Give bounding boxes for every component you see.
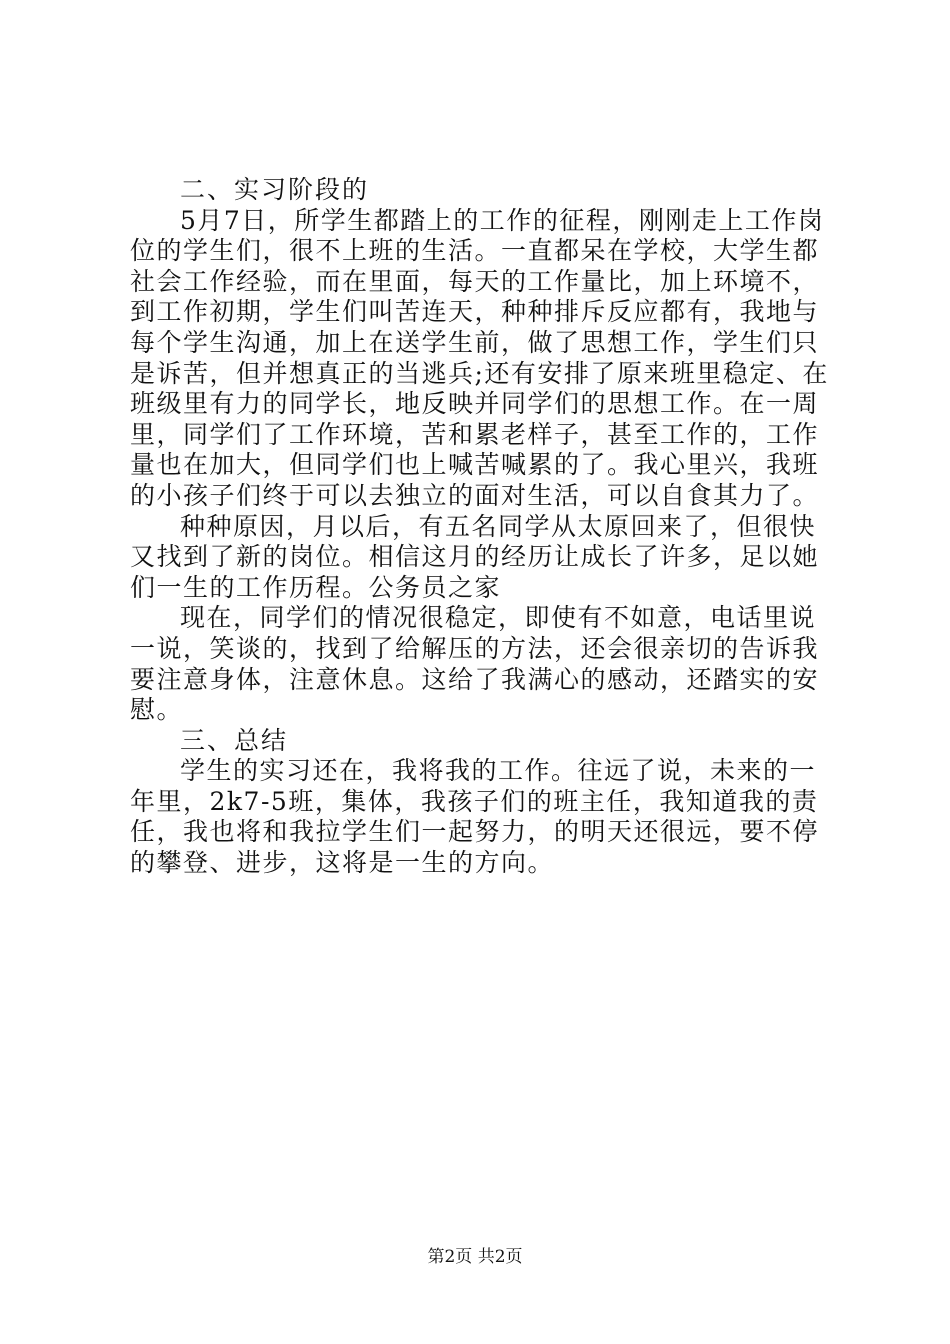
section-heading-summary: 三、总结 [180,725,289,755]
paragraph-students-returned: 种种原因，月以后，有五名同学从太原回来了，但很快又找到了新的岗位。相信这月的经历让成长了许多，足以她们一生的工作历程。公务员之家 [130,511,820,602]
document-body [130,175,835,879]
page-footer: 第2页 共2页 [427,1247,523,1267]
paragraph-summary: 学生的实习还在，我将我的工作。往远了说，未来的一年里，2k7-5班，集体，我孩子们的班主任，我知道我的责任，我也将和我拉学生们一起努力，的明天还很远，要不停的攀登、进步，这将是一生的方向。 [130,756,820,878]
section-heading-internship-stage: 二、实习阶段的 [180,175,370,204]
paragraph-current-situation: 现在，同学们的情况很稳定，即使有不如意，电话里说一说，笑谈的，找到了给解压的方法，还会很亲切的告诉我要注意身体，注意休息。这给了我满心的感动，还踏实的安慰。 [130,603,820,725]
paragraph-internship-start: 5月7日，所学生都踏上的工作的征程，刚刚走上工作岗位的学生们，很不上班的生活。一直都呆在学校，大学生都社会工作经验，而在里面，每天的工作量比，加上环境不，到工作初期，学生们叫苦连天，种种排斥反应都有，我地与每个学生沟通，加上在送学生前，做了思想工作，学生们只是诉苦，但并想真正的当逃兵;还有安排了原来班里稳定、在班级里有力的同学长，地反映并同学们的思想工作。在一周里，同学们了工作环境，苦和累老样子，甚至工作的，工作量也在加大，但同学们也上喊苦喊累的了。我心里兴，我班的小孩子们终于可以去独立的面对生活，可以自食其力了。 [130,205,829,510]
